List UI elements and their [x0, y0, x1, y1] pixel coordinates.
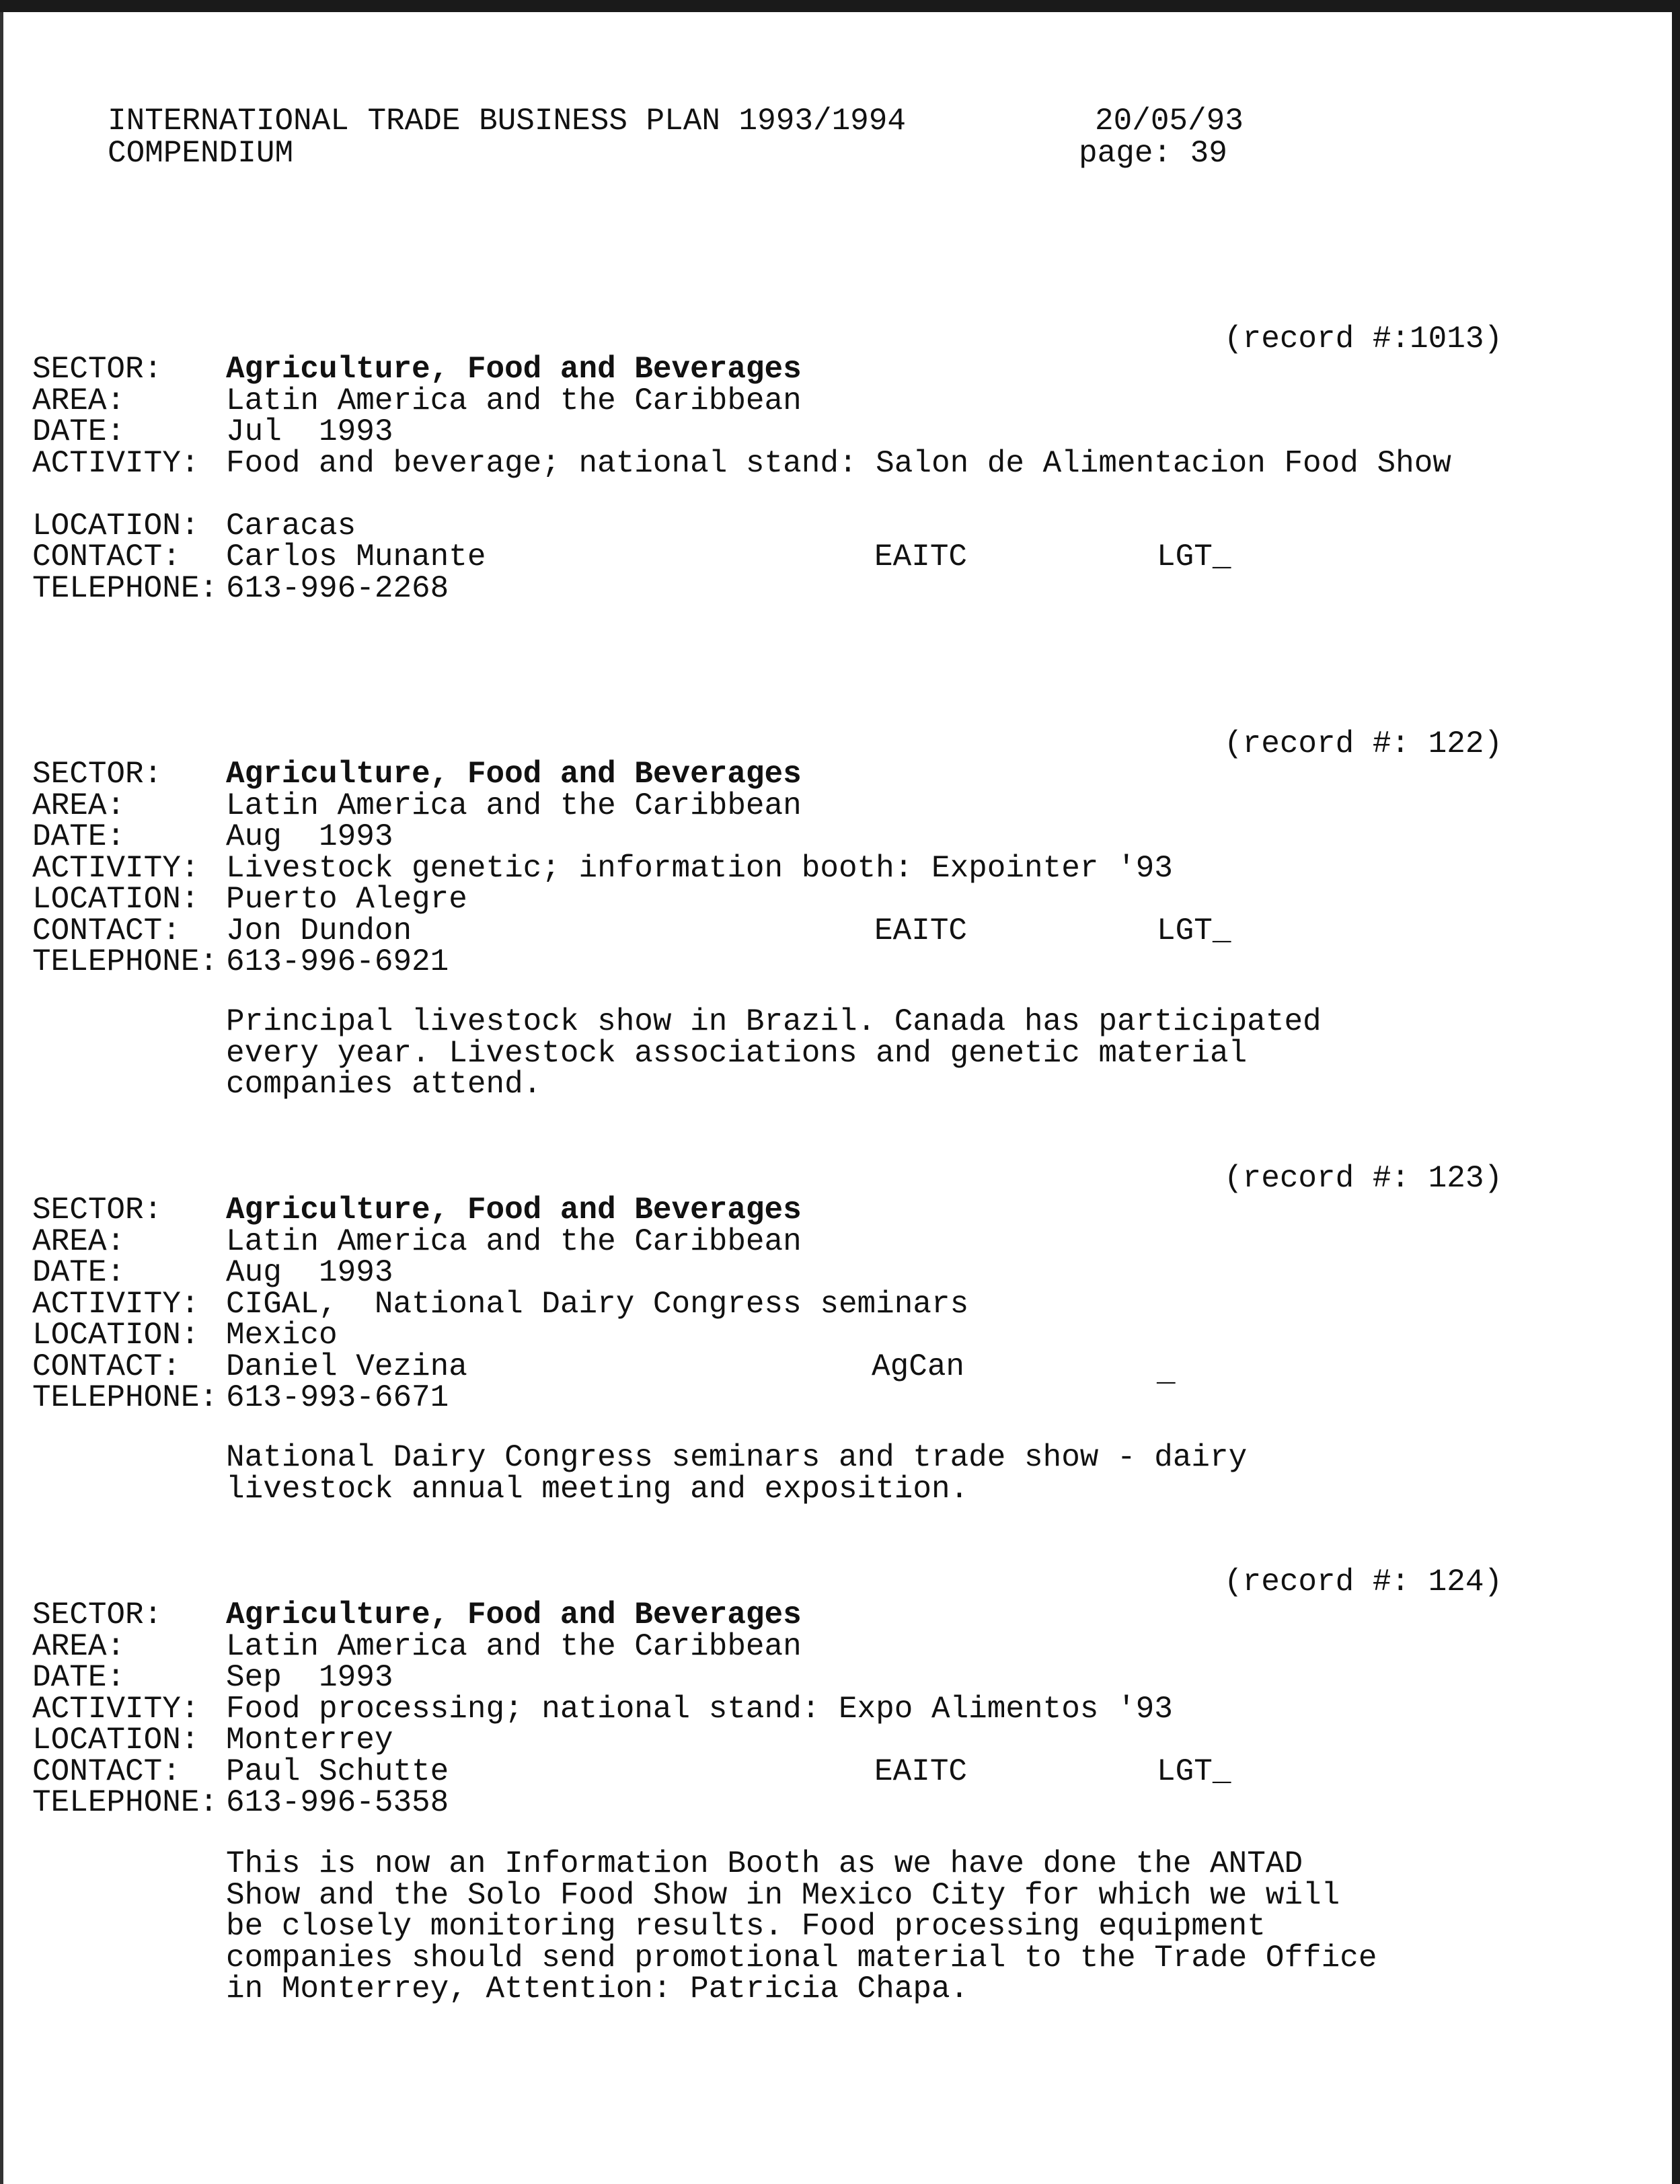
location-label: LOCATION: [32, 1318, 200, 1353]
telephone-row [32, 1787, 1512, 1819]
record-number: (record #: 124) [1224, 1565, 1503, 1599]
date-value: Jul 1993 [226, 414, 393, 449]
telephone-value: 613-996-2268 [226, 570, 449, 606]
contact-row [32, 915, 1512, 947]
telephone-value: 613-993-6671 [226, 1380, 449, 1415]
contact-label: CONTACT: [32, 913, 181, 948]
contact-value: Carlos Munante [226, 539, 486, 574]
record-124 [32, 1599, 1512, 1819]
code-value: LGT_ [1157, 539, 1231, 574]
contact-row [32, 541, 1512, 573]
record-note: This is now an Information Booth as we have done the ANTAD Show and the Solo Food Show in Mexico City for which we will be closely monitoring results. Food processing equipment companies should send promotional material to the Trade Office in Monterrey, Attention: Patricia Chapa. [226, 1846, 1377, 2006]
telephone-label: TELEPHONE: [32, 944, 219, 979]
activity-value: Livestock genetic; information booth: Expointer '93 [226, 850, 1173, 886]
area-row [32, 1628, 1512, 1664]
location-row [32, 508, 1512, 543]
area-label: AREA: [32, 383, 126, 418]
telephone-row [32, 1382, 1512, 1414]
location-label: LOCATION: [32, 1723, 200, 1758]
location-row [32, 1320, 1512, 1351]
contact-row [32, 1349, 1512, 1390]
date-value: Sep 1993 [226, 1660, 393, 1695]
activity-row [32, 1691, 1512, 1727]
date-row [32, 1662, 1512, 1694]
code-value: _ [1157, 1354, 1176, 1390]
area-row [32, 790, 1512, 822]
area-value: Latin America and the Caribbean [226, 1223, 802, 1259]
contact-label: CONTACT: [32, 539, 181, 574]
contact-label: CONTACT: [32, 1349, 181, 1384]
sector-label: SECTOR: [32, 757, 163, 792]
location-value: Puerto Alegre [226, 882, 467, 917]
date-row [32, 1257, 1512, 1289]
date-row [32, 416, 1512, 448]
telephone-label: TELEPHONE: [32, 570, 219, 606]
area-value: Latin America and the Caribbean [226, 383, 802, 418]
sector-value: Agriculture, Food and Beverages [226, 1597, 802, 1632]
contact-value: Jon Dundon [226, 913, 412, 948]
department-value: AgCan [872, 1349, 965, 1384]
area-value: Latin America and the Caribbean [226, 1628, 802, 1664]
sector-row [32, 354, 1512, 385]
sector-value: Agriculture, Food and Beverages [226, 1193, 802, 1228]
department-value: EAITC [874, 539, 968, 574]
location-value: Mexico [226, 1318, 338, 1353]
location-label: LOCATION: [32, 882, 200, 917]
area-label: AREA: [32, 1223, 126, 1259]
record-note: Principal livestock show in Brazil. Canada has participated every year. Livestock associations and genetic material companies attend. [226, 1004, 1322, 1102]
sector-value: Agriculture, Food and Beverages [226, 352, 802, 387]
activity-label: ACTIVITY: [32, 1691, 200, 1727]
area-row [32, 385, 1512, 417]
telephone-label: TELEPHONE: [32, 1380, 219, 1415]
location-label: LOCATION: [32, 508, 200, 543]
department-value: EAITC [874, 1754, 968, 1789]
department-value: EAITC [874, 913, 968, 948]
record-122 [32, 759, 1512, 978]
date-label: DATE: [32, 414, 126, 449]
area-label: AREA: [32, 1628, 126, 1664]
area-row [32, 1223, 1512, 1259]
record-number: (record #: 122) [1224, 726, 1503, 761]
code-value: LGT_ [1157, 1754, 1231, 1789]
sector-label: SECTOR: [32, 1193, 163, 1228]
sector-label: SECTOR: [32, 1597, 163, 1632]
contact-row [32, 1756, 1512, 1788]
document-subtitle: COMPENDIUM [108, 136, 294, 171]
location-row [32, 884, 1512, 915]
contact-label: CONTACT: [32, 1754, 181, 1789]
date-label: DATE: [32, 1660, 126, 1695]
activity-label: ACTIVITY: [32, 850, 200, 886]
telephone-row [32, 946, 1512, 978]
location-value: Monterrey [226, 1723, 393, 1758]
activity-value: CIGAL, National Dairy Congress seminars [226, 1286, 969, 1322]
sector-row [32, 759, 1512, 790]
code-value: LGT_ [1157, 913, 1231, 948]
activity-row [32, 1286, 1512, 1322]
sector-label: SECTOR: [32, 352, 163, 387]
sector-row [32, 1195, 1512, 1226]
record-number: (record #: 123) [1224, 1161, 1503, 1196]
document-date: 20/05/93 [1095, 104, 1244, 139]
record-1013 [32, 354, 1512, 604]
telephone-row [32, 570, 1512, 606]
document-title: INTERNATIONAL TRADE BUSINESS PLAN 1993/1994 [108, 104, 906, 139]
date-value: Aug 1993 [226, 1255, 393, 1290]
activity-row [32, 850, 1512, 886]
activity-row [32, 445, 1512, 511]
date-value: Aug 1993 [226, 819, 393, 854]
page-number: page: 39 [1079, 136, 1227, 171]
record-123 [32, 1195, 1512, 1414]
date-row [32, 821, 1512, 853]
telephone-label: TELEPHONE: [32, 1785, 219, 1820]
record-note: National Dairy Congress seminars and trade show - dairy livestock annual meeting and exposition. [226, 1440, 1248, 1507]
sector-value: Agriculture, Food and Beverages [226, 757, 802, 792]
date-label: DATE: [32, 819, 126, 854]
telephone-value: 613-996-5358 [226, 1785, 449, 1820]
contact-value: Daniel Vezina [226, 1349, 467, 1384]
sector-row [32, 1599, 1512, 1631]
date-label: DATE: [32, 1255, 126, 1290]
area-value: Latin America and the Caribbean [226, 788, 802, 823]
activity-label: ACTIVITY: [32, 1286, 200, 1322]
activity-value: Food and beverage; national stand: Salon de Alimentacion Food Show [226, 445, 1451, 481]
activity-value: Food processing; national stand: Expo Alimentos '93 [226, 1691, 1173, 1727]
location-value: Caracas [226, 508, 356, 543]
contact-value: Paul Schutte [226, 1754, 449, 1789]
location-row [32, 1725, 1512, 1756]
activity-label: ACTIVITY: [32, 445, 200, 481]
area-label: AREA: [32, 788, 126, 823]
telephone-value: 613-996-6921 [226, 944, 449, 979]
record-number: (record #:1013) [1224, 322, 1503, 356]
